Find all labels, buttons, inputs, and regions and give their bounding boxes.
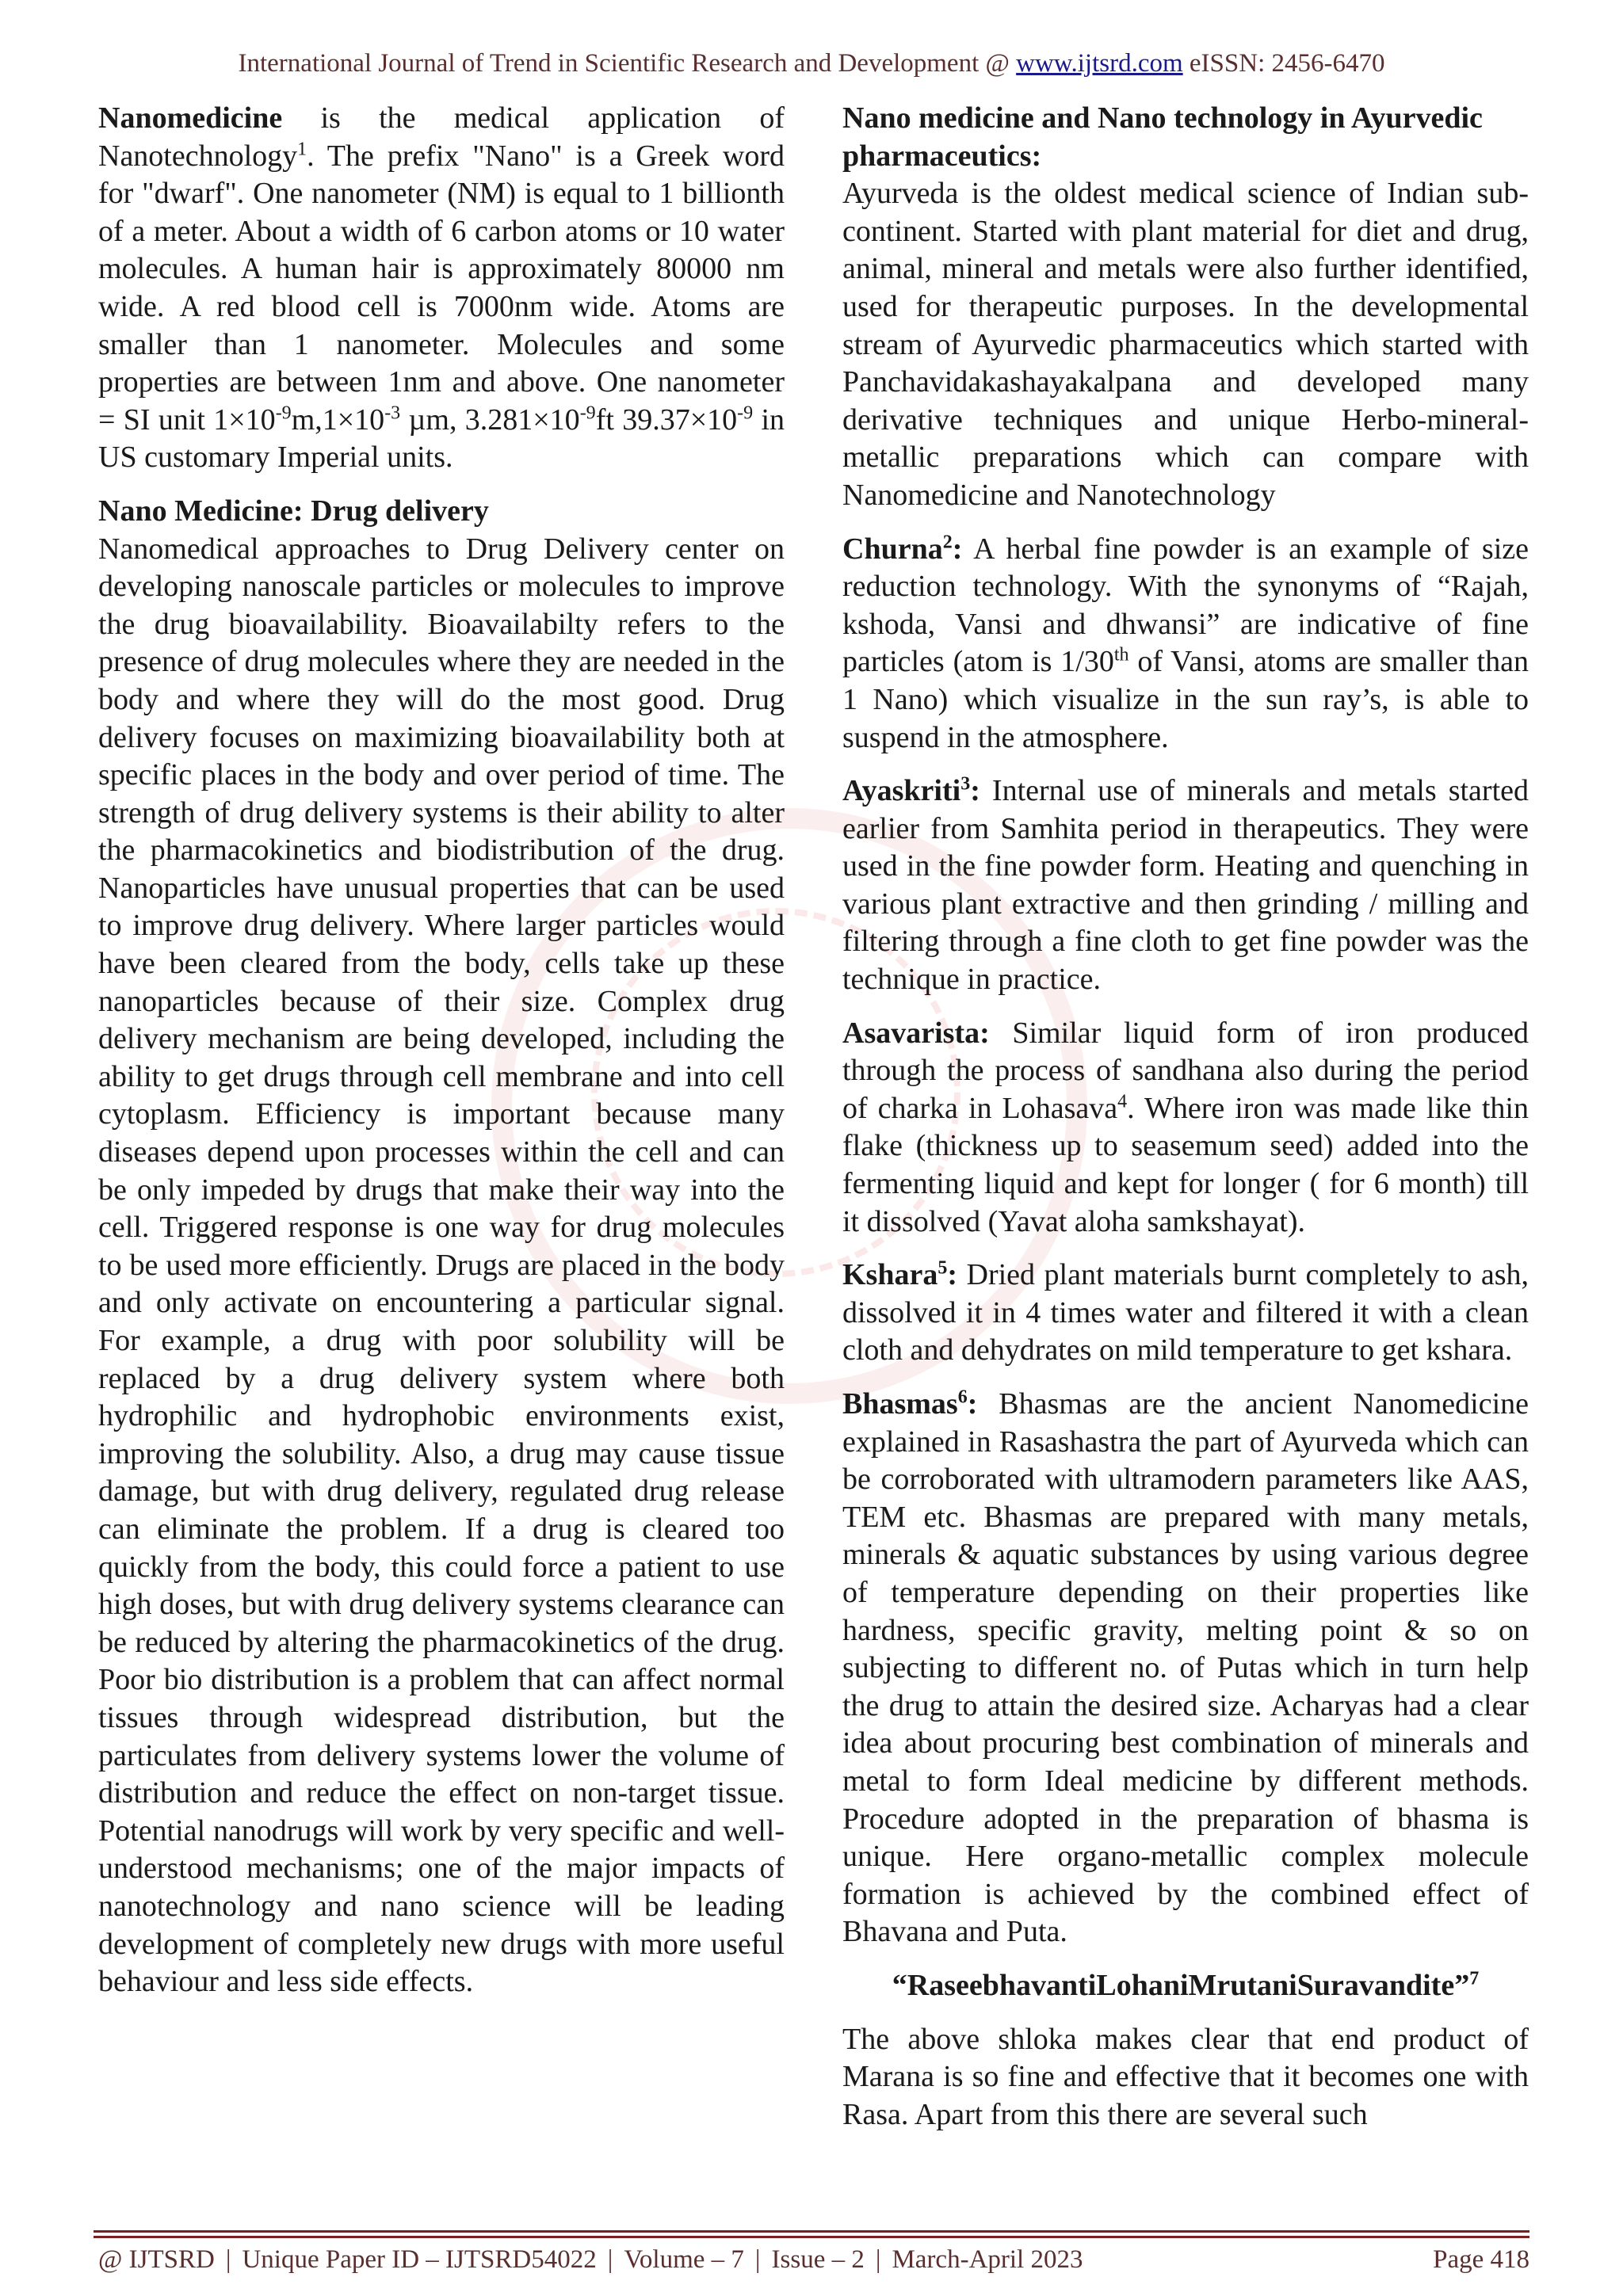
footer-rule [94,2230,1529,2233]
citation-ref[interactable]: 5 [938,1257,948,1279]
bhasmas-paragraph: Bhasmas$^6$: Bhasmas are the ancient Nanomedicine explained in Rasashastra the part of Ayurveda which can be corroborated with ultramodern parameters like AAS, TEM etc. Bhasmas are prepared with many metals, minerals & aquatic substances by using various degree of temperature depending on their properties like hardness, specific gravity, melting point & so on subjecting to different no. of Putas which in turn help the drug to attain the desired size. Acharyas had a clear idea about procuring best combination of minerals and metal to form Ideal medicine by different methods. Procedure adopted in the preparation of bhasma is unique. Here organo-metallic complex molecule formation is achieved by the combined effect of Bhavana and Puta. [842,1386,1529,1949]
right-column [842,100,1529,2134]
citation-ref[interactable]: 4 [1117,1091,1128,1112]
left-column [98,100,785,2001]
closing-paragraph: The above shloka makes clear that end product of Marana is so fine and effective that it becomes one with Rasa. Apart from this there are several such [842,2022,1529,2131]
churna-paragraph: Churna$^2$: A herbal fine powder is an example of size reduction technology. With the synonyms of “Rajah, kshoda, Vansi and dhwansi” are indicative of fine particles (atom is 1/30th of Vansi, atoms are smaller than 1 Nano) which visualize in the sun ray’s, is able to suspend in the atmosphere. [842,531,1529,754]
citation-ref[interactable]: 7 [1469,1968,1480,1989]
intro-paragraph: Nanomedicine is the medical application of Nanotechnology$^1$. The prefix "Nano" is a Greek word for "dwarf". One nanometer (NM) is equal to 1 billionth of a meter. About a width of 6 carbon atoms or 10 water molecules. A human hair is approximately 80000 nm wide. A red blood cell is 7000nm wide. Atoms are smaller than 1 nanometer. Molecules and some properties are between 1nm and above. One nanometer = SI unit $1\times 10^{-9}m,1\times 10^{-3}$ µm, $3.281\times 10^{-9}ft$ $39.37\times 10^{-9}$ in US customary Imperial units. [98,101,785,475]
page-number: Page 418 [1433,2245,1529,2274]
shloka-quote: “RaseebhavantiLohaniMrutaniSuravandite”$^7$ [892,1968,1480,2002]
citation-ref[interactable]: 1 [297,138,307,159]
footer-journal: @ IJTSRD [98,2245,215,2274]
ayaskriti-paragraph: Ayaskriti$^3$: Internal use of minerals and metals started earlier from Samhita period in therapeutics. They were used in the fine powder form. Heating and quenching in various plant extractive and then grinding / milling and filtering through a fine cloth to get fine powder was the technique in practice. [842,773,1529,997]
journal-link[interactable]: www.ijtsrd.com [1016,49,1183,78]
footer-paper-id: Unique Paper ID – IJTSRD54022 [242,2245,597,2274]
citation-ref[interactable]: 2 [942,531,953,552]
ayurveda-paragraph: Ayurveda is the oldest medical science of Indian sub-continent. Started with plant material for diet and drug, animal, mineral and metals were also further identified, used for therapeutic purposes. In the developmental stream of Ayurvedic pharmaceutics which started with Panchavidakashayakalpana and developed many derivative techniques and unique Herbo-mineral-metallic preparations which can compare with Nanomedicine and Nanotechnology [842,177,1529,512]
drug-delivery-paragraph: Nanomedical approaches to Drug Delivery center on developing nanoscale particles or molecules to improve the drug bioavailability. Bioavailabilty refers to the presence of drug molecules where they are needed in the body and where they will do the most good. Drug delivery focuses on maximizing bioavailability both at specific places in the body and over period of time. The strength of drug delivery systems is their ability to alter the pharmacokinetics and biodistribution of the drug. Nanoparticles have unusual properties that can be used to improve drug delivery. Where larger particles would have been cleared from the body, cells take up these nanoparticles because of their size. Complex drug delivery mechanism are being developed, including the ability to get drugs through cell membrane and into cell cytoplasm. Efficiency is important because many diseases depend upon processes within the cell and can be only impeded by drugs that make their way into the cell. Triggered response is one way for drug molecules to be used more efficiently. Drugs are placed in the body and only activate on encountering a particular signal. For example, a drug with poor solubility will be replaced by a drug delivery system where both hydrophilic and hydrophobic environments exist, improving the solubility. Also, a drug may cause tissue damage, but with drug delivery, regulated drug release can eliminate the problem. If a drug is cleared too quickly from the body, this could force a patient to use high doses, but with drug delivery systems clearance can be reduced by altering the pharmacokinetics of the drug. Poor bio distribution is a problem that can affect normal tissues through widespread distribution, but the particulates from delivery systems lower the volume of distribution and reduce the effect on non-target tissue. Potential nanodrugs will work by very specific and well-understood mechanisms; one of the major impacts of nanotechnology and nano science will be leading development of completely new drugs with more useful behaviour and less side effects. [98,532,785,1999]
citation-ref[interactable]: 6 [957,1386,968,1408]
footer-issue: Issue – 2 [771,2245,865,2274]
section-heading-drug-delivery: Nano Medicine: Drug delivery [98,494,489,528]
running-footer: @ IJTSRD | Unique Paper ID – IJTSRD54022 | Volume – 7 | Issue – 2 | March-April 2023 Page 418 [98,2245,1529,2274]
section-heading-ayurvedic: Nano medicine and Nano technology in Ayurvedic pharmaceutics: [842,101,1483,173]
asavarista-paragraph: Asavarista: Similar liquid form of iron produced through the process of sandhana also during the period of charka in Lohasava$^4$. Where iron was made like thin flake (thickness up to seasemum seed) added into the fermenting liquid and kept for longer ( for 6 month) till it dissolved (Yavat aloha samkshayat). [842,1016,1529,1238]
footer-volume: Volume – 7 [624,2245,744,2274]
kshara-paragraph: Kshara$^5$: Dried plant materials burnt completely to ash, dissolved it in 4 times water and filtered it with a clean cloth and dehydrates on mild temperature to get kshara. [842,1257,1529,1367]
citation-ref[interactable]: 3 [960,773,971,795]
running-header: International Journal of Trend in Scientific Research and Development @ www.ijtsrd.com eISSN: 2456-6470 [238,49,1385,78]
footer-date: March-April 2023 [892,2245,1083,2274]
footer-rule [94,2236,1529,2238]
